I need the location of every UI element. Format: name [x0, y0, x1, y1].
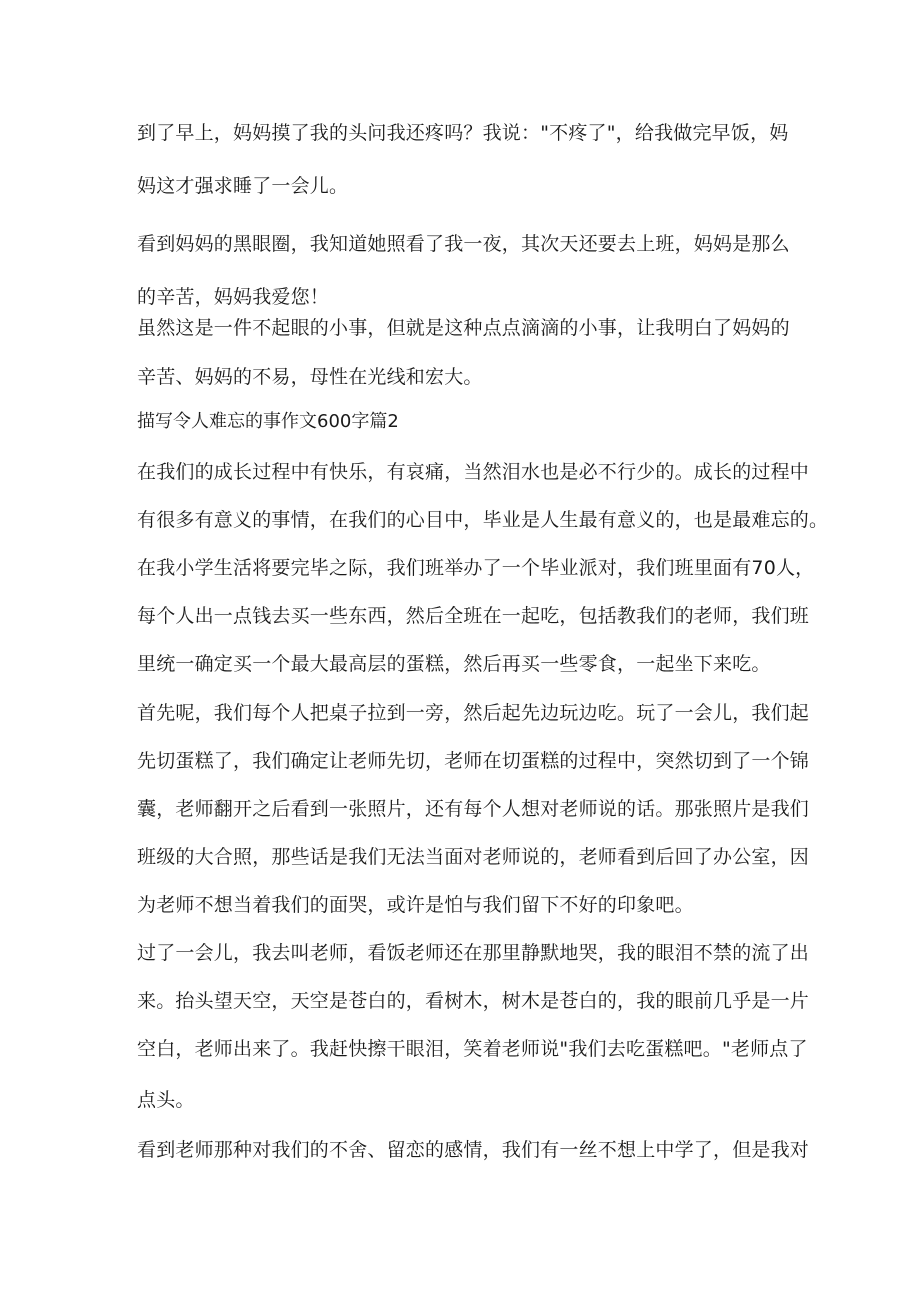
text-line: 虽然这是一件不起眼的小事，但就是这种点点滴滴的小事，让我明白了妈妈的	[137, 317, 790, 339]
text-line: 为老师不想当着我们的面哭，或许是怕与我们留下不好的印象吧。	[137, 894, 694, 916]
text-line: 里统一确定买一个最大最高层的蛋糕，然后再买一些零食，一起坐下来吃。	[137, 653, 771, 675]
text-line: 班级的大合照，那些话是我们无法当面对老师说的，老师看到后回了办公室，因	[137, 846, 810, 868]
text-line: 在我们的成长过程中有快乐，有哀痛，当然泪水也是必不行少的。成长的过程中	[137, 461, 810, 483]
text-line: 来。抬头望天空，天空是苍白的，看树木，树木是苍白的，我的眼前几乎是一片	[137, 990, 810, 1012]
text-line: 在我小学生活将要完毕之际，我们班举办了一个毕业派对，我们班里面有70人，	[137, 557, 815, 579]
text-line: 有很多有意义的事情，在我们的心目中，毕业是人生最有意义的，也是最难忘的。	[137, 509, 829, 531]
text-line: 空白，老师出来了。我赶快擦干眼泪，笑着老师说"我们去吃蛋糕吧。"老师点了	[137, 1038, 808, 1060]
text-line: 过了一会儿，我去叫老师，看饭老师还在那里静默地哭，我的眼泪不禁的流了出	[137, 942, 810, 964]
text-line: 看到老师那种对我们的不舍、留恋的感情，我们有一丝不想上中学了，但是我对	[137, 1139, 810, 1161]
text-line: 囊，老师翻开之后看到一张照片，还有每个人想对老师说的话。那张照片是我们	[137, 798, 810, 820]
text-line: 首先呢，我们每个人把桌子拉到一旁，然后起先边玩边吃。玩了一会儿，我们起	[137, 702, 810, 724]
section-heading: 描写令人难忘的事作文600字篇2	[137, 411, 399, 432]
text-line: 先切蛋糕了，我们确定让老师先切，老师在切蛋糕的过程中，突然切到了一个锦	[137, 750, 810, 772]
text-line: 每个人出一点钱去买一些东西，然后全班在一起吃，包括教我们的老师，我们班	[137, 605, 810, 627]
text-line: 看到妈妈的黑眼圈，我知道她照看了我一夜，其次天还要去上班，妈妈是那么	[137, 233, 790, 255]
text-line: 辛苦、妈妈的不易，母性在光线和宏大。	[137, 366, 483, 388]
text-line: 妈这才强求睡了一会儿。	[137, 175, 349, 197]
text-line: 的辛苦，妈妈我爱您！	[137, 286, 330, 308]
text-line: 到了早上，妈妈摸了我的头问我还疼吗？我说："不疼了"，给我做完早饭，妈	[137, 122, 789, 144]
text-line: 点头。	[137, 1089, 195, 1111]
